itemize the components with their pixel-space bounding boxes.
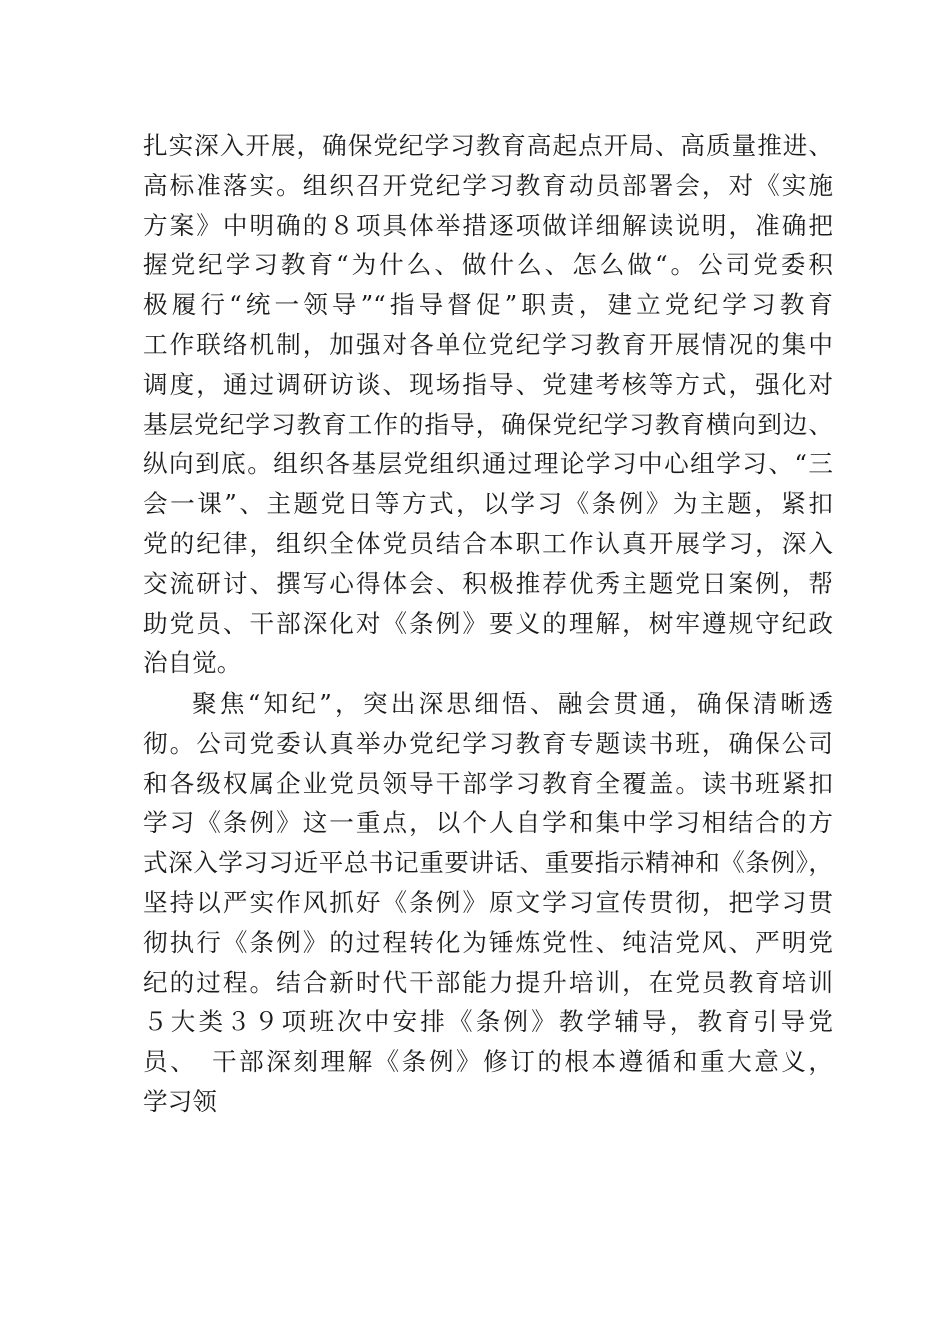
text-line: 治自觉。 [143, 648, 242, 678]
text-line: 扎实深入开展，确保党纪学习教育高起点开局、高质量推进、 [143, 131, 833, 160]
text-line: 高标准落实。组织召开党纪学习教育动员部署会，对《实施 [143, 170, 833, 200]
text-line: 彻执行《条例》的过程转化为锤炼党性、纯洁党风、严明党 [143, 927, 833, 957]
text-line: 纪的过程。结合新时代干部能力提升培训，在党员教育培训 [143, 967, 833, 997]
text-line: 助党员、干部深化对《条例》要义的理解，树牢遵规守纪政 [143, 608, 833, 638]
text-line: 党的纪律，组织全体党员结合本职工作认真开展学习，深入 [143, 528, 833, 558]
text-line: 基层党纪学习教育工作的指导，确保党纪学习教育横向到边、 [143, 409, 833, 439]
text-line: 员、 干部深刻理解《条例》修订的根本遵循和重大意义， [143, 1047, 833, 1077]
text-line: 学习《条例》这一重点，以个人自学和集中学习相结合的方 [143, 808, 833, 838]
text-line: 式深入学习习近平总书记重要讲话、重要指示精神和《条例》， [143, 848, 833, 878]
text-line: ５大类３９项班次中安排《条例》教学辅导，教育引导党 [143, 1007, 833, 1037]
text-line: 会一课”、主题党日等方式，以学习《条例》为主题，紧扣 [143, 489, 833, 519]
paragraph-1 [143, 126, 833, 683]
text-line-indented: 聚焦“知纪”，突出深思细悟、融会贯通，确保清晰透 [192, 689, 833, 718]
text-line: 彻。公司党委认真举办党纪学习教育专题读书班，确保公司 [143, 728, 833, 758]
paragraph-2 [143, 684, 833, 1122]
text-line: 交流研讨、撰写心得体会、积极推荐优秀主题党日案例，帮 [143, 568, 833, 598]
text-line: 握党纪学习教育“为什么、做什么、怎么做“。公司党委积 [143, 250, 833, 280]
text-line: 和各级权属企业党员领导干部学习教育全覆盖。读书班紧扣 [143, 768, 833, 798]
text-line: 调度，通过调研访谈、现场指导、党建考核等方式，强化对 [143, 369, 833, 399]
text-line: 学习领 [143, 1086, 217, 1116]
text-line: 坚持以严实作风抓好《条例》原文学习宣传贯彻，把学习贯 [143, 887, 833, 917]
text-line: 纵向到底。组织各基层党组织通过理论学习中心组学习、“三 [143, 449, 833, 479]
text-line: 工作联络机制，加强对各单位党纪学习教育开展情况的集中 [143, 329, 833, 359]
text-line: 极履行“统一领导”“指导督促”职责，建立党纪学习教育 [143, 290, 833, 320]
text-line: 方案》中明确的８项具体举措逐项做详细解读说明，准确把 [143, 210, 833, 240]
